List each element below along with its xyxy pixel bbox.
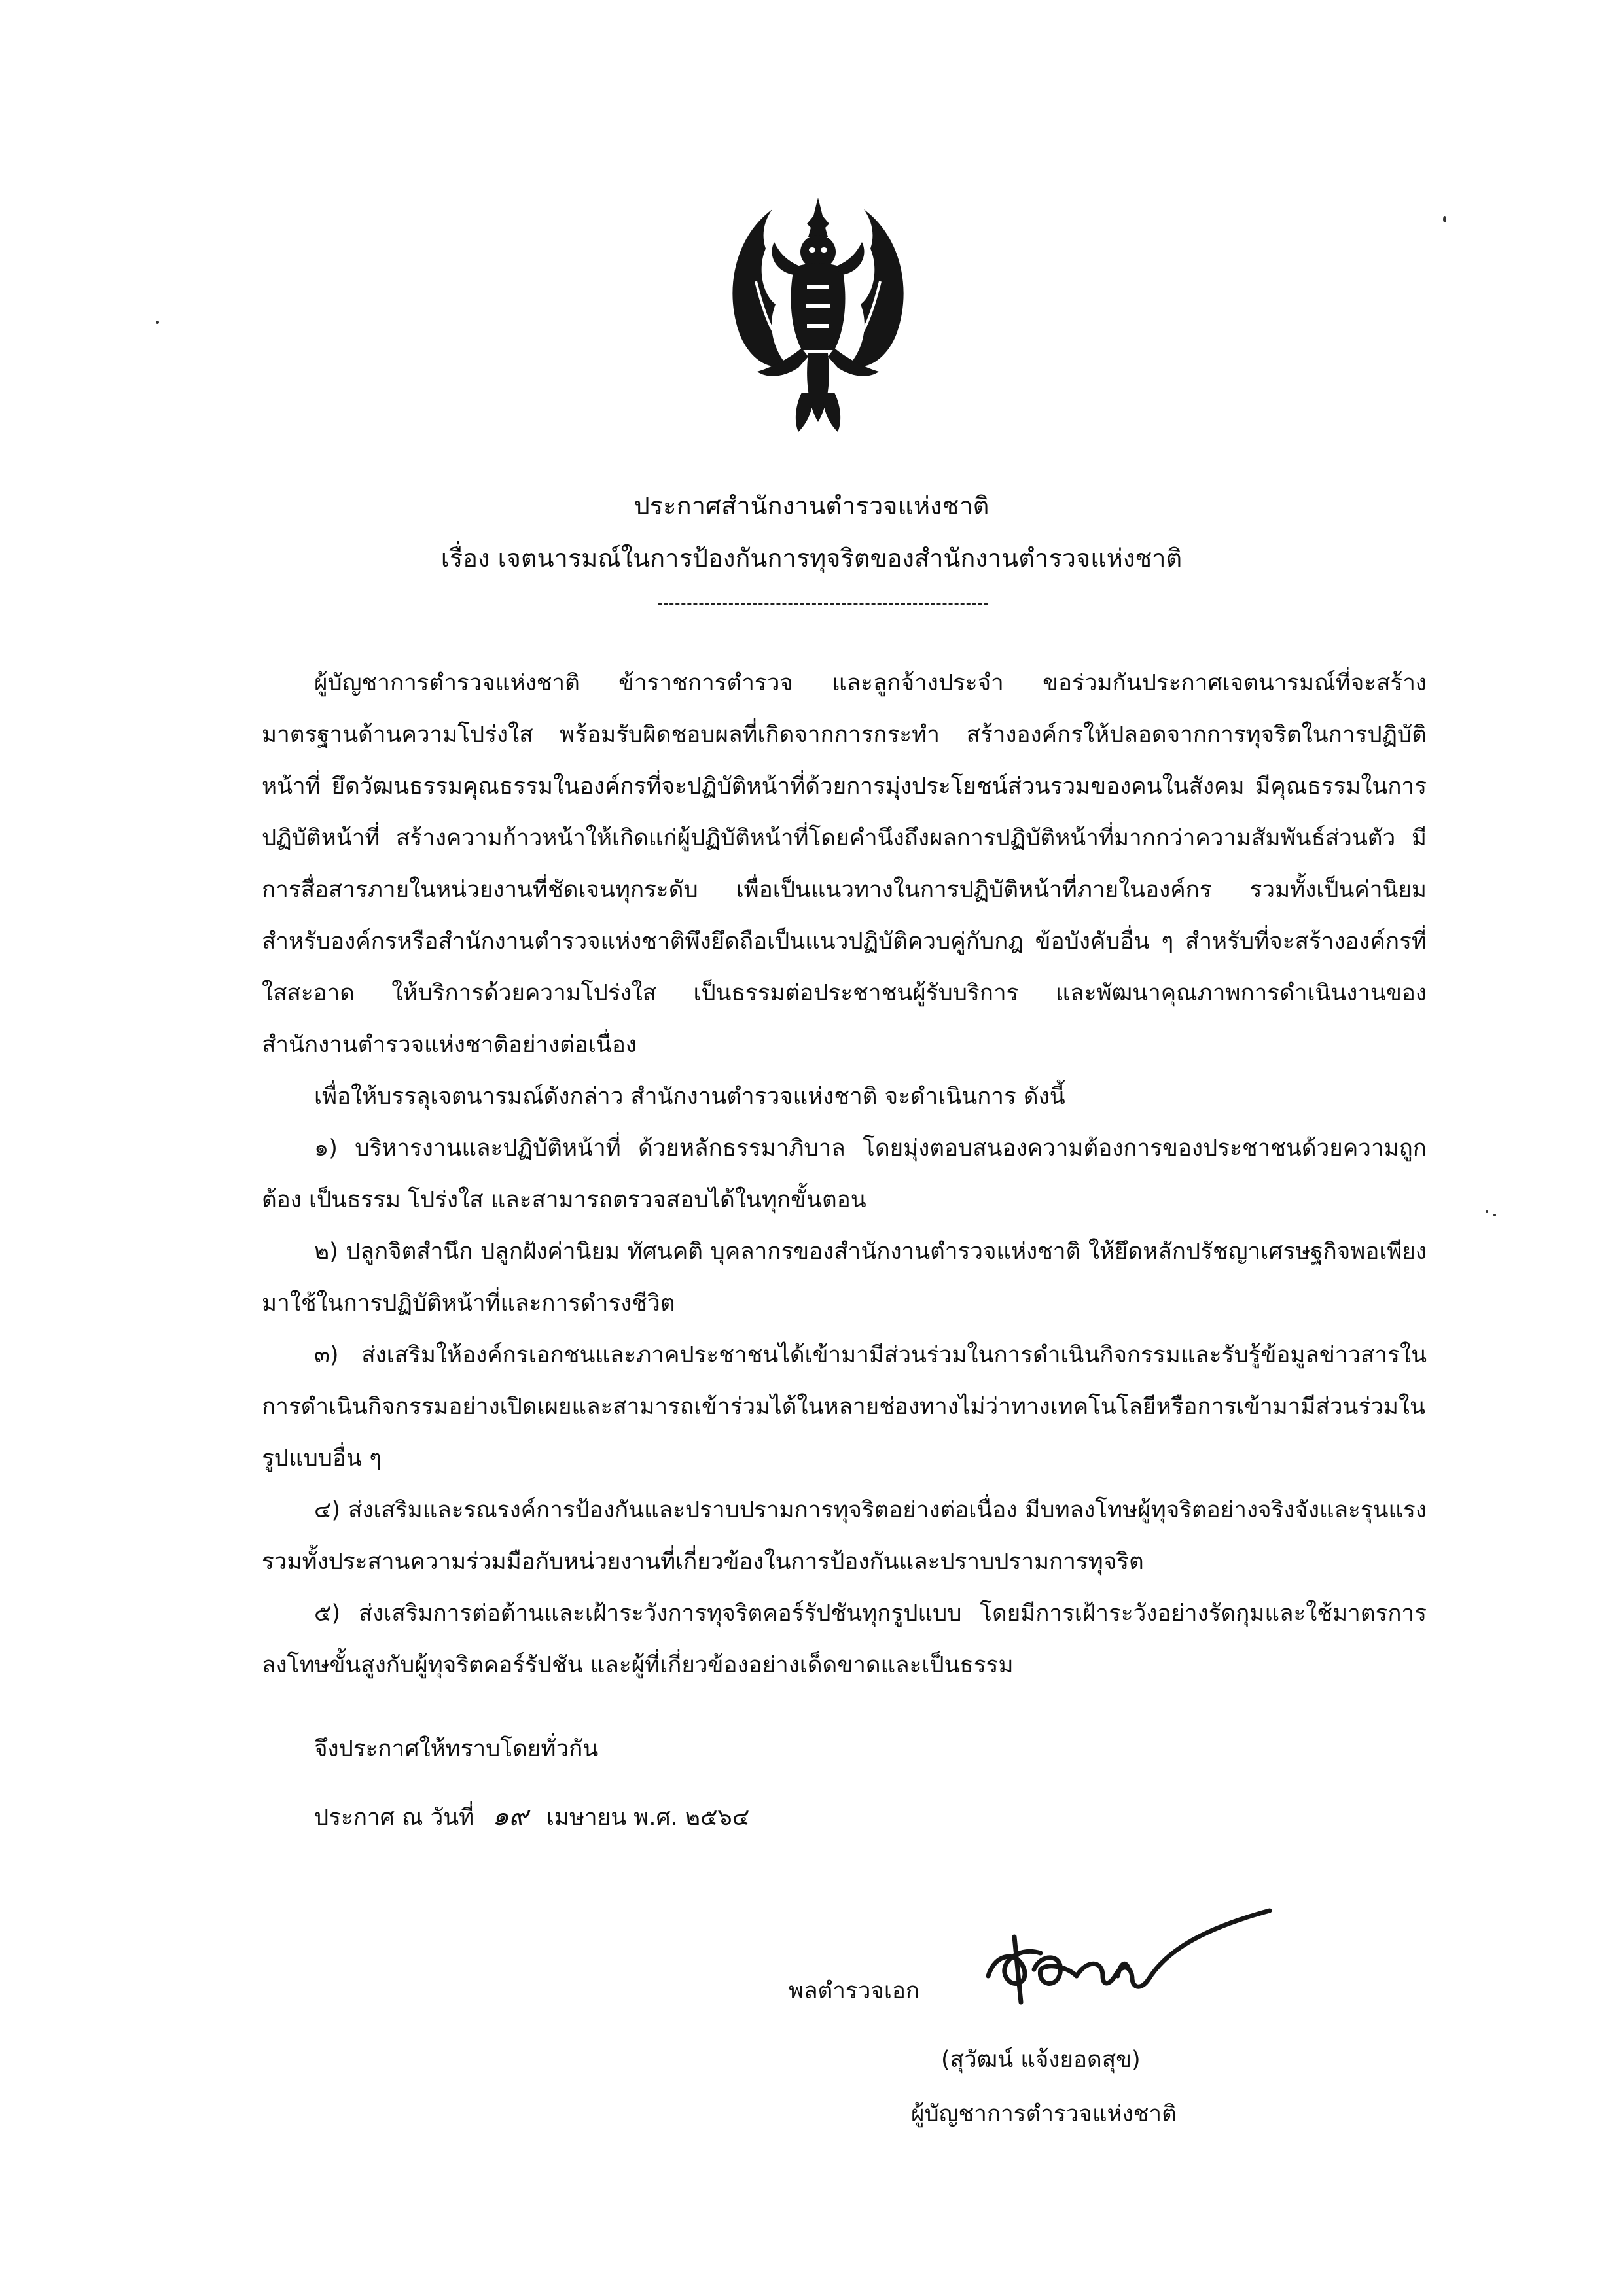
list-item: ๔) ส่งเสริมและรณรงค์การป้องกันและปราบปรามการทุจริตอย่างต่อเนื่อง มีบทลงโทษผู้ทุจริตอย่างจริงจังและรุนแรง รวมทั้งประสานความร่วมมือกับหน่วยงานที่เกี่ยวข้องในการป้องกันและปราบปรามการทุจริต (262, 1497, 1427, 1575)
list-item: ๕) ส่งเสริมการต่อต้านและเฝ้าระวังการทุจริตคอร์รัปชันทุกรูปแบบ โดยมีการเฝ้าระวังอย่างรัดกุมและใช้มาตรการลงโทษขั้นสูงกับผู้ทุจริตคอร์รัปชัน และผู้ที่เกี่ยวข้องอย่างเด็ดขาดและเป็นธรรม (262, 1600, 1427, 1678)
intro-paragraph: ผู้บัญชาการตำรวจแห่งชาติ ข้าราชการตำรวจ และลูกจ้างประจำ ขอร่วมกันประกาศเจตนารมณ์ที่จะสร้างมาตรฐานด้านความโปร่งใส พร้อมรับผิดชอบผลที่เกิดจากการกระทำ สร้างองค์กรให้ปลอดจากการทุจริตในการปฏิบัติหน้าที่ ยึดวัฒนธรรมคุณธรรมในองค์กรที่จะปฏิบัติหน้าที่ด้วยการมุ่งประโยชน์ส่วนรวมของคนในสังคม มีคุณธรรมในการปฏิบัติหน้าที่ สร้างความก้าวหน้าให้เกิดแก่ผู้ปฏิบัติหน้าที่โดยคำนึงถึงผลการปฏิบัติหน้าที่มากกว่าความสัมพันธ์ส่วนตัว มีการสื่อสารภายในหน่วยงานที่ชัดเจนทุกระดับ เพื่อเป็นแนวทางในการปฏิบัติหน้าที่ภายในองค์กร รวมทั้งเป็นค่านิยมสำหรับองค์กรหรือสำนักงานตำรวจแห่งชาติพึงยึดถือเป็นแนวปฏิบัติควบคู่กับกฎ ข้อบังคับอื่น ๆ สำหรับที่จะสร้างองค์กรที่ใสสะอาด ให้บริการด้วยความโปร่งใส เป็นธรรมต่อประชาชนผู้รับบริการ และพัฒนาคุณภาพการดำเนินงานของสำนักงานตำรวจแห่งชาติอย่างต่อเนื่อง (262, 670, 1427, 1058)
signer-title: ผู้บัญชาการตำรวจแห่งชาติ (911, 2101, 1177, 2127)
date-line (314, 1798, 749, 1836)
scan-speck (156, 321, 159, 324)
list-item: ๒) ปลูกจิตสำนึก ปลูกฝังค่านิยม ทัศนคติ บุคลากรของสำนักงานตำรวจแห่งชาติ ให้ยึดหลักปรัชญาเศรษฐกิจพอเพียงมาใช้ในการปฏิบัติหน้าที่และการดำรงชีวิต (262, 1239, 1427, 1316)
announce-line: จึงประกาศให้ทราบโดยทั่วกัน (314, 1736, 599, 1762)
announcement-title: ประกาศสำนักงานตำรวจแห่งชาติ (633, 491, 990, 520)
title-divider (658, 603, 988, 605)
handwritten-signature (969, 1898, 1296, 2048)
signer-name: (สุวัฒน์ แจ้งยอดสุข) (941, 2047, 1141, 2073)
lead-paragraph: เพื่อให้บรรลุเจตนารมณ์ดังกล่าว สำนักงานตำรวจแห่งชาติ จะดำเนินการ ดังนี้ (314, 1084, 1065, 1110)
announcement-subject: เรื่อง เจตนารมณ์ในการป้องกันการทุจริตของสำนักงานตำรวจแห่งชาติ (440, 544, 1183, 573)
garuda-emblem-icon (710, 196, 926, 438)
date-prefix: ประกาศ ณ วันที่ (314, 1805, 474, 1831)
announcement-body (262, 658, 1427, 1691)
date-suffix: เมษายน พ.ศ. ๒๕๖๔ (546, 1805, 750, 1831)
scan-speck (1493, 1214, 1496, 1216)
signer-rank: พลตำรวจเอก (789, 1978, 920, 2004)
scan-speck (1486, 1210, 1488, 1213)
list-item: ๑) บริหารงานและปฏิบัติหน้าที่ ด้วยหลักธรรมาภิบาล โดยมุ่งตอบสนองความต้องการของประชาชนด้วยความถูกต้อง เป็นธรรม โปร่งใส และสามารถตรวจสอบได้ในทุกขั้นตอน (262, 1135, 1427, 1213)
list-item: ๓) ส่งเสริมให้องค์กรเอกชนและภาคประชาชนได้เข้ามามีส่วนร่วมในการดำเนินกิจกรรมและรับรู้ข้อมูลข่าวสารในการดำเนินกิจกรรมอย่างเปิดเผยและสามารถเข้าร่วมได้ในหลายช่องทางไม่ว่าทางเทคโนโลยีหรือการเข้ามามีส่วนร่วมในรูปแบบอื่น ๆ (262, 1342, 1427, 1472)
scan-speck (1443, 216, 1446, 222)
date-day: ๑๙ (492, 1801, 528, 1831)
